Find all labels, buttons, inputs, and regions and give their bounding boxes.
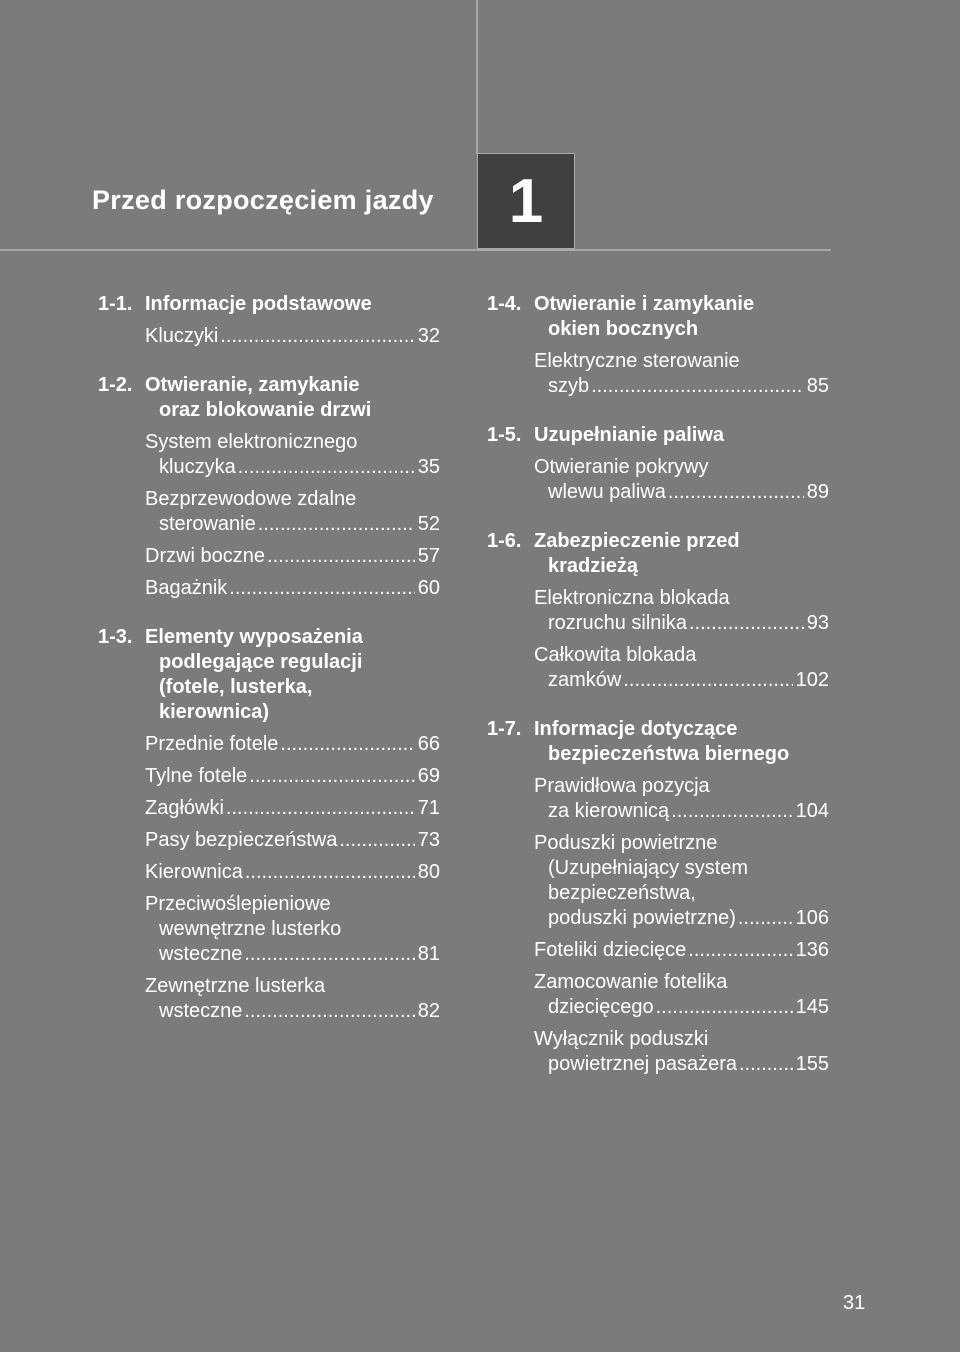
entry-leader-row: [534, 668, 829, 693]
entry-leader-row: [145, 999, 440, 1024]
entry-page-number: 35: [417, 456, 440, 478]
entry-title-line: rozruchu silnika: [548, 612, 687, 634]
section-title: [145, 625, 440, 725]
dot-leader: [280, 732, 414, 757]
entry-leader-row: [534, 1052, 829, 1077]
entry-title-line: (Uzupełniający system: [548, 857, 749, 879]
dot-leader: [688, 938, 792, 963]
section-title-line: Informacje podstawowe: [145, 293, 372, 315]
section-heading: [487, 423, 829, 448]
toc-entry[interactable]: [145, 576, 440, 601]
toc-entry[interactable]: [145, 974, 440, 1024]
dot-leader: [656, 995, 793, 1020]
section-title-line: Uzupełnianie paliwa: [534, 424, 725, 446]
section-title: [145, 292, 440, 317]
dot-leader: [245, 860, 415, 885]
entry-page-number: 155: [795, 1053, 829, 1075]
entry-page-number: 104: [795, 800, 829, 822]
toc-entry[interactable]: [145, 487, 440, 537]
entry-leader-row: [534, 374, 829, 399]
entry-leader-row: [534, 799, 829, 824]
header-vertical-rule: [476, 0, 478, 154]
toc-entry[interactable]: [534, 643, 829, 693]
section-title-line: podlegające regulacji: [159, 651, 363, 673]
entry-leader-row: [145, 942, 440, 967]
toc-entry[interactable]: [145, 430, 440, 480]
dot-leader: [739, 1052, 793, 1077]
toc-entry[interactable]: [145, 892, 440, 967]
entry-page-number: 80: [417, 861, 440, 883]
entry-leader-row: [145, 455, 440, 480]
dot-leader: [591, 374, 804, 399]
toc-entry[interactable]: [534, 831, 829, 931]
entry-page-number: 82: [417, 1000, 440, 1022]
toc-entry[interactable]: [534, 938, 829, 963]
entry-page-number: 106: [795, 907, 829, 929]
toc-column-right: [487, 292, 829, 1101]
entry-page-number: 69: [417, 765, 440, 787]
dot-leader: [738, 906, 793, 931]
entry-page-number: 52: [417, 513, 440, 535]
toc-section: [487, 423, 829, 505]
entry-title-line: Drzwi boczne: [145, 545, 266, 567]
entry-title-line: Przednie fotele: [145, 733, 279, 755]
dot-leader: [623, 668, 792, 693]
page-number: 31: [843, 1292, 866, 1314]
entry-leader-row: [534, 480, 829, 505]
entry-title-line: Przeciwoślepieniowe: [145, 893, 331, 915]
dot-leader: [229, 576, 414, 601]
entry-title-line: wsteczne: [159, 1000, 243, 1022]
toc-column-left: [98, 292, 440, 1048]
entry-title-line: Zagłówki: [145, 797, 224, 819]
entry-title-line: wewnętrzne lusterko: [159, 918, 342, 940]
entry-leader-row: [145, 732, 440, 757]
entry-page-number: 71: [417, 797, 440, 819]
section-title: [534, 423, 829, 448]
dot-leader: [220, 324, 414, 349]
section-heading: [487, 529, 829, 579]
entry-title-line: Zamocowanie fotelika: [534, 971, 728, 993]
entry-page-number: 89: [806, 481, 829, 503]
entry-title-line: Wyłącznik poduszki: [534, 1028, 709, 1050]
dot-leader: [267, 544, 415, 569]
entry-title-line: Otwieranie pokrywy: [534, 456, 709, 478]
entry-page-number: 66: [417, 733, 440, 755]
dot-leader: [668, 480, 804, 505]
header-horizontal-rule: [0, 249, 831, 251]
section-number: 1-4.: [487, 293, 522, 315]
entry-page-number: 32: [417, 325, 440, 347]
entry-title-line: Poduszki powietrzne: [534, 832, 718, 854]
section-number: 1-7.: [487, 718, 522, 740]
section-entries: [98, 732, 440, 1024]
entry-page-number: 145: [795, 996, 829, 1018]
toc-entry[interactable]: [534, 455, 829, 505]
entry-page-number: 85: [806, 375, 829, 397]
dot-leader: [671, 799, 792, 824]
entry-page-number: 136: [795, 939, 829, 961]
chapter-number: 1: [508, 166, 544, 236]
entry-title-line: Kierownica: [145, 861, 243, 883]
entry-leader-row: [145, 324, 440, 349]
section-entries: [98, 324, 440, 349]
entry-leader-row: [145, 512, 440, 537]
entry-leader-row: [145, 544, 440, 569]
entry-title-line: powietrznej pasażera: [548, 1053, 737, 1075]
section-title-line: kradzieżą: [548, 555, 639, 577]
entry-page-number: 93: [806, 612, 829, 634]
toc-entry[interactable]: [145, 860, 440, 885]
entry-title-line: za kierownicą: [548, 800, 670, 822]
dot-leader: [244, 999, 414, 1024]
entry-leader-row: [534, 995, 829, 1020]
section-entries: [487, 455, 829, 505]
section-number: 1-1.: [98, 293, 133, 315]
entry-title-line: Bezprzewodowe zdalne: [145, 488, 357, 510]
section-title-line: Elementy wyposażenia: [145, 626, 363, 648]
toc-entry[interactable]: [145, 796, 440, 821]
entry-title-line: Pasy bezpieczeństwa: [145, 829, 338, 851]
entry-title-line: poduszki powietrzne): [548, 907, 736, 929]
dot-leader: [249, 764, 414, 789]
section-entries: [487, 774, 829, 1077]
entry-title-line: wsteczne: [159, 943, 243, 965]
entry-title-line: Prawidłowa pozycja: [534, 775, 710, 797]
toc-entry[interactable]: [145, 324, 440, 349]
section-title: [534, 717, 829, 767]
section-heading: [98, 373, 440, 423]
entry-leader-row: [145, 860, 440, 885]
dot-leader: [258, 512, 415, 537]
section-number: 1-6.: [487, 530, 522, 552]
entry-title-line: Bagażnik: [145, 577, 228, 599]
section-heading: [487, 292, 829, 342]
entry-leader-row: [534, 906, 829, 931]
entry-title-line: Elektryczne sterowanie: [534, 350, 740, 372]
section-heading: [487, 717, 829, 767]
toc-entry[interactable]: [534, 1027, 829, 1077]
toc-section: [98, 373, 440, 601]
dot-leader: [339, 828, 414, 853]
entry-title-line: wlewu paliwa: [548, 481, 666, 503]
section-title-line: Otwieranie i zamykanie: [534, 293, 755, 315]
entry-title-line: sterowanie: [159, 513, 256, 535]
entry-page-number: 102: [795, 669, 829, 691]
entry-leader-row: [145, 796, 440, 821]
section-entries: [487, 586, 829, 693]
entry-title-line: Zewnętrzne lusterka: [145, 975, 326, 997]
entry-title-line: szyb: [548, 375, 590, 397]
section-title: [534, 529, 829, 579]
section-heading: [98, 292, 440, 317]
section-title-line: Otwieranie, zamykanie: [145, 374, 360, 396]
entry-title-line: Elektroniczna blokada: [534, 587, 730, 609]
entry-leader-row: [145, 764, 440, 789]
toc-entry[interactable]: [145, 732, 440, 757]
toc-entry[interactable]: [145, 828, 440, 853]
chapter-number-box: [477, 153, 575, 249]
toc-section: [487, 529, 829, 693]
toc-section: [487, 292, 829, 399]
dot-leader: [689, 611, 804, 636]
section-heading: [98, 625, 440, 725]
toc-entry[interactable]: [145, 544, 440, 569]
entry-title-line: Całkowita blokada: [534, 644, 697, 666]
entry-leader-row: [145, 828, 440, 853]
entry-title-line: Tylne fotele: [145, 765, 248, 787]
entry-title-line: kluczyka: [159, 456, 236, 478]
entry-title-line: Kluczyki: [145, 325, 219, 347]
entry-page-number: 73: [417, 829, 440, 851]
section-title: [534, 292, 829, 342]
section-title-line: bezpieczeństwa biernego: [548, 743, 790, 765]
section-title-line: oraz blokowanie drzwi: [159, 399, 372, 421]
toc-entry[interactable]: [534, 349, 829, 399]
toc-section: [98, 292, 440, 349]
entry-page-number: 57: [417, 545, 440, 567]
toc-entry[interactable]: [145, 764, 440, 789]
entry-title-line: bezpieczeństwa,: [548, 882, 696, 904]
entry-title-line: dziecięcego: [548, 996, 654, 1018]
section-entries: [98, 430, 440, 601]
section-number: 1-3.: [98, 626, 133, 648]
entry-leader-row: [534, 611, 829, 636]
section-title-line: kierownica): [159, 701, 270, 723]
toc-entry[interactable]: [534, 774, 829, 824]
toc-entry[interactable]: [534, 586, 829, 636]
section-entries: [487, 349, 829, 399]
section-title-line: Informacje dotyczące: [534, 718, 738, 740]
dot-leader: [226, 796, 415, 821]
entry-title-line: Foteliki dziecięce: [534, 939, 687, 961]
entry-title-line: System elektronicznego: [145, 431, 358, 453]
entry-leader-row: [145, 576, 440, 601]
toc-section: [98, 625, 440, 1024]
entry-leader-row: [534, 938, 829, 963]
section-number: 1-2.: [98, 374, 133, 396]
entry-title-line: zamków: [548, 669, 622, 691]
chapter-title: Przed rozpoczęciem jazdy: [92, 185, 434, 215]
toc-section: [487, 717, 829, 1077]
dot-leader: [244, 942, 414, 967]
section-title-line: okien bocznych: [548, 318, 699, 340]
entry-page-number: 81: [417, 943, 440, 965]
section-title: [145, 373, 440, 423]
section-title-line: (fotele, lusterka,: [159, 676, 313, 698]
section-title-line: Zabezpieczenie przed: [534, 530, 740, 552]
entry-page-number: 60: [417, 577, 440, 599]
dot-leader: [238, 455, 415, 480]
section-number: 1-5.: [487, 424, 522, 446]
toc-entry[interactable]: [534, 970, 829, 1020]
